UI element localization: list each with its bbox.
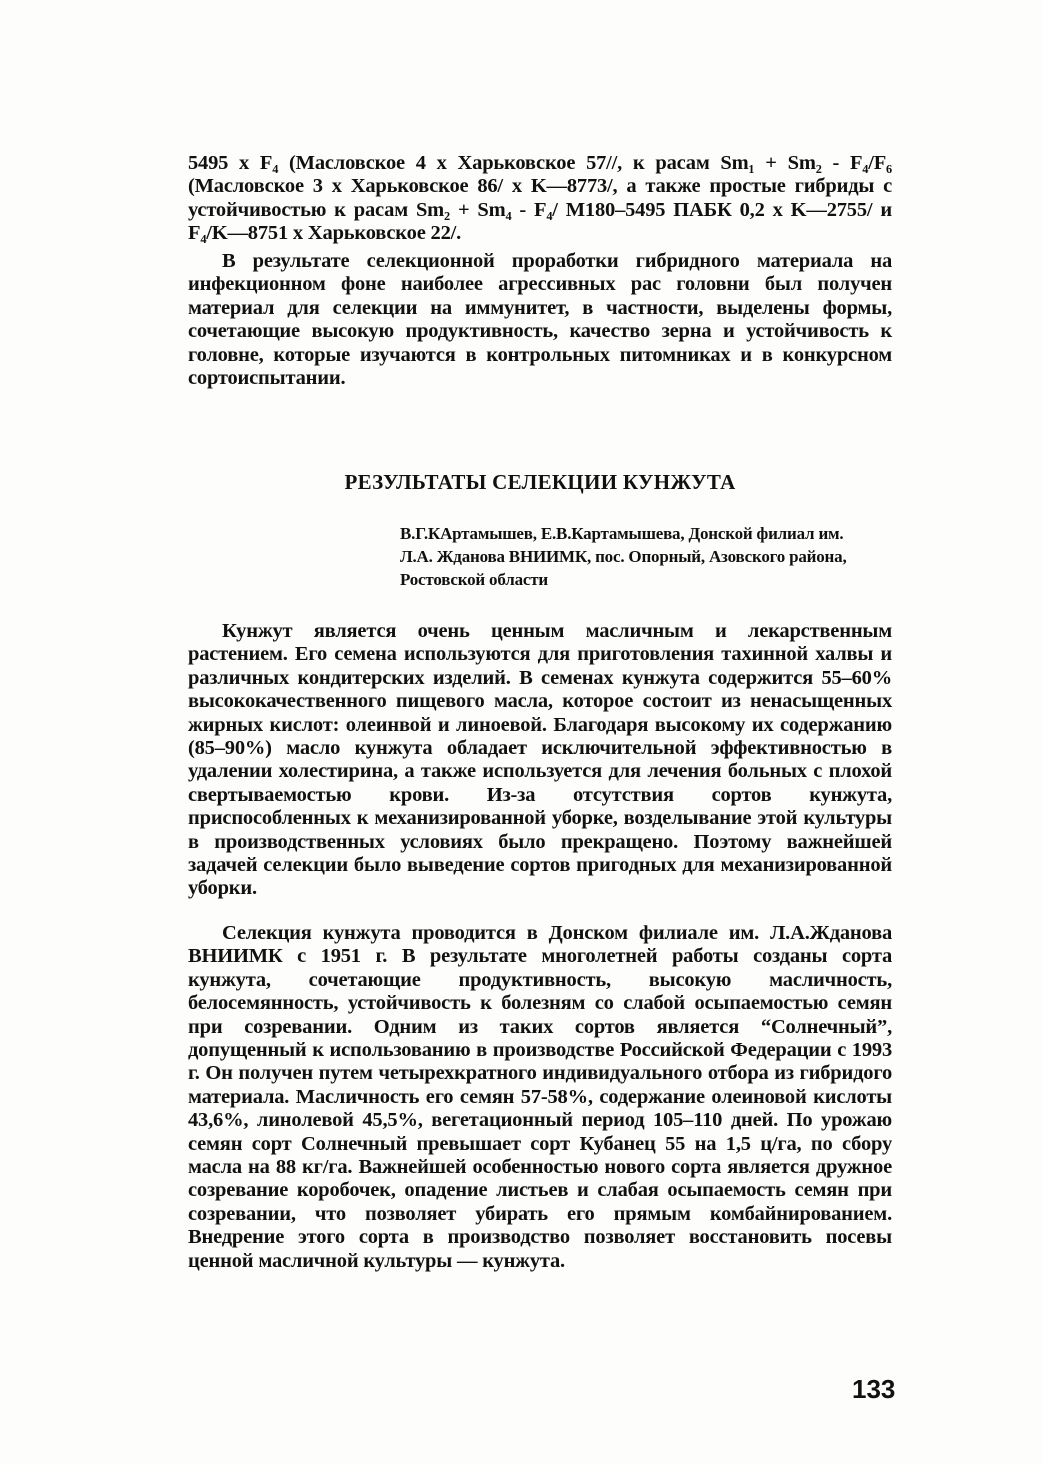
article-title: РЕЗУЛЬТАТЫ СЕЛЕКЦИИ КУНЖУТА — [344, 470, 736, 494]
page-number: 133 — [852, 1374, 896, 1404]
result-paragraph-text: В результате селекционной проработки гибридного материала на инфекционном фоне наиболее агрессивных рас головни был получен материал для селекции на иммунитет, в частности, выделены формы, сочетающие высокую продуктивность, качество зерна и устойчивость к головне, которые изучаются в контрольных питомниках и в конкурсном сортоиспытании. — [188, 250, 892, 390]
body-paragraph-2-text: Селекция кунжута проводится в Донском филиале им. Л.А.Жданова ВНИИМК с 1951 г. В результате многолетней работы созданы сорта кунжута, сочетающие продуктивность, высокую масличность, белосемянность, устойчивость к болезням со слабой осыпаемостью семян при созревании. Одним из таких сортов является “Солнечный”, допущенный к использованию в производстве Российской Федерации с 1993 г. Он получен путем четырехкратного индивидуального отбора из гибридого материала. Масличность его семян 57-58%, содержание олеиновой кислоты 43,6%, линолевой 45,5%, вегетационный период 105–110 дней. По урожаю семян сорт Солнечный превышает сорт Кубанец 55 на 1,5 ц/га, по сбору масла на 88 кг/га. Важнейшей особенностью нового сорта является дружное созревание коробочек, опадение листьев и слабая осыпаемость семян при созревании, что позволяет убирать его прямым комбайнированием. Внедрение этого сорта в производство позволяет восстановить посевы ценной масличной культуры — кунжута. — [188, 922, 892, 1272]
body-paragraph-2 — [188, 922, 892, 1273]
body-paragraph-1-text: Кунжут является очень ценным масличным и лекарственным растением. Его семена используются для приготовления тахинной халвы и различных кондитерских изделий. В семенах кунжута содержится 55–60% высококачественного пищевого масла, которое состоит из ненасыщенных жирных кислот: олеинвой и линоевой. Благодаря высокому их содержанию (85–90%) масло кунжута обладает исключительной эффективностью в удалении холестирина, а также используется для лечения больных с плохой свертываемостью крови. Из-за отсутствия сортов кунжута, приспособленных к механизированной уборке, возделывание этой культуры в производственных условиях было прекращено. Поэтому важнейшей задачей селекции было выведение сортов пригодных для механизированной уборки. — [188, 620, 892, 900]
result-paragraph — [188, 250, 892, 390]
continuation-paragraph — [188, 152, 892, 246]
body-paragraph-1 — [188, 620, 892, 901]
continuation-paragraph-text: 5495 x F₄ (Масловское 4 x Харьковское 57//, к расам Sm₁ + Sm₂ - F₄/F₆ (Масловское 3 x Харьковское 86/ x K—8773/, а также простые гибриды с устойчивостью к расам Sm₂ + Sm₄ - F₄/ M180–5495 ПАБК 0,2 x K—2755/ и F₄/K—8751 x Харьковское 22/. — [188, 152, 892, 245]
authors-affiliation: В.Г.КАртамышев, Е.В.Картамышева, Донской филиал им. Л.А. Жданова ВНИИМК, пос. Опорный, Азовского района, Ростовской области — [400, 524, 847, 589]
